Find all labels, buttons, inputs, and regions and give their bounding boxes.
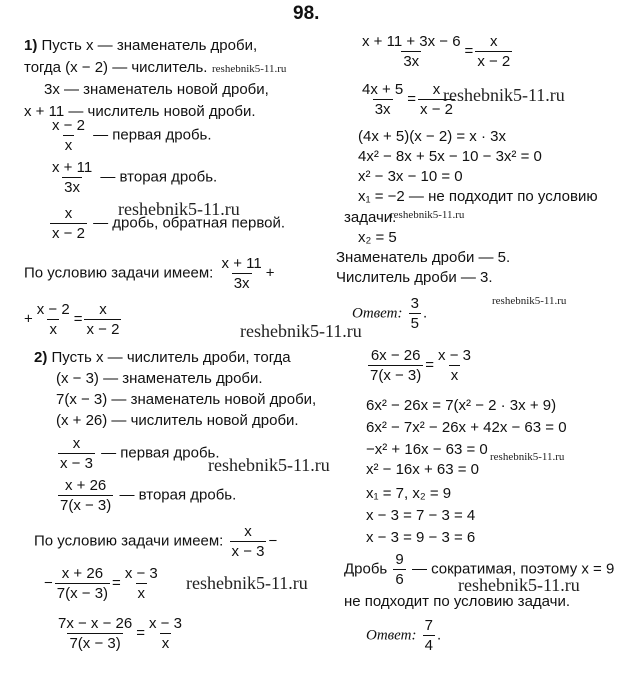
watermark: reshebnik5-11.ru xyxy=(390,209,465,221)
part2-sol-line5: x² − 16x + 63 = 0 xyxy=(366,461,479,478)
part1-intro-line1: 1) Пусть x — знаменатель дроби, xyxy=(24,37,258,54)
part1-sol-line3: (4x + 5)(x − 2) = x · 3x xyxy=(358,128,506,145)
part1-first-fraction: $\frac{x - 2}{x}$ — первая дробь. xyxy=(52,117,212,154)
part2-equation: − $\frac{x + 26}{7(x - 3)}$ = $\frac{x - 3}{x}$ xyxy=(44,565,158,602)
part2-sol-line10: не подходит по условию задачи. xyxy=(344,593,571,610)
part2-sol-line9: Дробь $\frac{9}{6}$ — сократимая, поэтому x = 9 xyxy=(344,551,615,588)
part2-equation2: $\frac{7x - x - 26}{7(x - 3)}$ = $\frac{x - 3}{x}$ xyxy=(58,615,182,652)
part1-sol-line5: x² − 3x − 10 = 0 xyxy=(358,168,463,185)
part2-sol-line2: 6x² − 26x = 7(x² − 2 · 3x + 9) xyxy=(366,397,557,414)
part2-answer: Ответ: $\frac{7}{4}$ . xyxy=(366,617,442,654)
part2-sol-line7: x − 3 = 7 − 3 = 4 xyxy=(366,507,476,524)
part1-condition: По условию задачи имеем: $\frac{x + 11}{3x}$ + xyxy=(24,255,275,292)
part1-sol-line4: 4x² − 8x + 5x − 10 − 3x² = 0 xyxy=(358,148,542,165)
watermark: reshebnik5-11.ru xyxy=(118,199,240,219)
part1-second-fraction: $\frac{x + 11}{3x}$ — вторая дробь. xyxy=(52,159,218,196)
part1-sol-line8: x₂ = 5 xyxy=(358,229,397,246)
part2-sol-line4: −x² + 16x − 63 = 0 xyxy=(366,441,488,458)
part1-sol-line6: x₁ = −2 — не подходит по условию xyxy=(358,188,598,205)
part1-label: 1) xyxy=(24,37,38,54)
watermark: reshebnik5-11.ru xyxy=(492,295,567,307)
watermark: reshebnik5-11.ru xyxy=(186,573,308,593)
part2-intro-line4: (x + 26) — числитель новой дроби. xyxy=(56,412,299,429)
part1-sol-line10: Числитель дроби — 3. xyxy=(336,269,493,286)
watermark: reshebnik5-11.ru xyxy=(458,575,580,595)
part1-answer: Ответ: $\frac{3}{5}$ . xyxy=(352,295,428,332)
part2-second-fraction: $\frac{x + 26}{7(x - 3)}$ — вторая дробь. xyxy=(60,477,237,514)
part2-intro-line3: 7(x − 3) — знаменатель новой дроби, xyxy=(56,391,317,408)
part1-intro-line4: x + 11 — числитель новой дроби. xyxy=(24,103,256,120)
part2-condition: По условию задачи имеем: $\frac{x}{x - 3}$ − xyxy=(34,523,278,560)
part2-sol-eq1: $\frac{6x - 26}{7(x - 3)}$ = $\frac{x - 3}{x}$ xyxy=(370,347,471,384)
watermark: reshebnik5-11.ru xyxy=(212,63,287,75)
part1-sol-eq1: $\frac{x + 11 + 3x - 6}{3x}$ = $\frac{x}{x - 2}$ xyxy=(362,33,511,70)
part1-inverse-fraction: $\frac{x}{x - 2}$ — дробь, обратная первой. xyxy=(52,205,286,242)
watermark: reshebnik5-11.ru xyxy=(490,451,565,463)
part2-label: 2) xyxy=(34,349,48,366)
part2-intro-line1: 2) Пусть x — числитель дроби, тогда xyxy=(34,349,291,366)
part1-sol-eq2: $\frac{4x + 5}{3x}$ = $\frac{x}{x - 2}$ xyxy=(362,81,453,118)
part2-sol-line6: x₁ = 7, x₂ = 9 xyxy=(366,485,452,502)
part2-first-fraction: $\frac{x}{x - 3}$ — первая дробь. xyxy=(60,435,220,472)
watermark: reshebnik5-11.ru xyxy=(208,455,330,475)
part1-sol-line7: задачи. xyxy=(344,209,397,226)
part1-intro-line3: 3x — знаменатель новой дроби, xyxy=(44,81,269,98)
problem-number: 98. xyxy=(293,3,320,24)
part1-intro-line2: тогда (x − 2) — числитель. xyxy=(24,59,208,76)
part1-sol-line9: Знаменатель дроби — 5. xyxy=(336,249,511,266)
watermark: reshebnik5-11.ru xyxy=(443,85,565,105)
part2-sol-line3: 6x² − 7x² − 26x + 42x − 63 = 0 xyxy=(366,419,567,436)
part1-equation: + $\frac{x - 2}{x}$ = $\frac{x}{x - 2}$ xyxy=(24,301,120,338)
watermark: reshebnik5-11.ru xyxy=(240,321,362,341)
part2-sol-line8: x − 3 = 9 − 3 = 6 xyxy=(366,529,476,546)
part2-intro-line2: (x − 3) — знаменатель дроби. xyxy=(56,370,263,387)
